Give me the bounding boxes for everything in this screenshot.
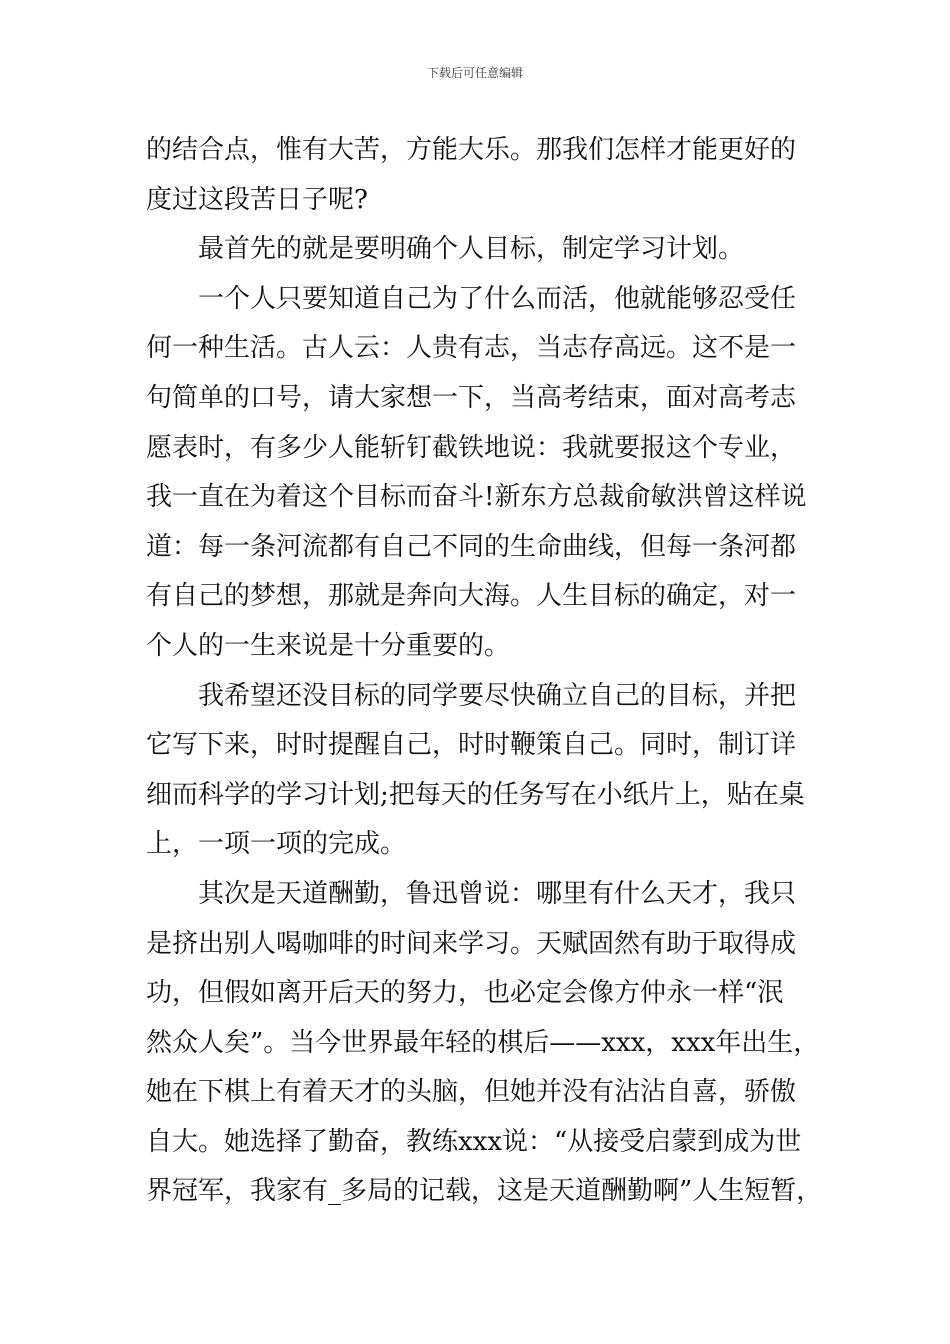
text-line: 界冠军，我家有_多局的记载，这是天道酬勤啊”人生短暂， — [146, 1176, 823, 1207]
text-line: 的结合点，惟有大苦，方能大乐。那我们怎样才能更好的 — [146, 135, 797, 165]
text-line: 她在下棋上有着天才的头脑，但她并没有沾沾自喜，骄傲 — [146, 1077, 797, 1108]
text-line: 它写下来，时时提醒自己，时时鞭策自己。同时，制订详 — [146, 730, 797, 761]
text-line: 然众人矣”。当今世界最年轻的棋后——xxx，xxx年出生， — [146, 1027, 820, 1058]
text-line: 自大。她选择了勤奋，教练xxx说：“从接受启蒙到成为世 — [146, 1126, 802, 1157]
text-line: 道：每一条河流都有自己不同的生命曲线，但每一条河都 — [146, 531, 797, 562]
document-body — [146, 126, 823, 1217]
text-line: 一个人只要知道自己为了什么而活，他就能够忍受任 — [198, 283, 797, 314]
text-line: 其次是天道酬勤，鲁迅曾说：哪里有什么天才，我只 — [198, 878, 797, 909]
text-line: 个人的一生来说是十分重要的。 — [146, 630, 511, 661]
text-line: 愿表时，有多少人能斩钉截铁地说：我就要报这个专业， — [146, 432, 797, 463]
text-line: 我希望还没目标的同学要尽快确立自己的目标，并把 — [198, 680, 797, 711]
text-line: 句简单的口号，请大家想一下，当高考结束，面对高考志 — [146, 382, 797, 413]
text-line: 何一种生活。古人云：人贵有志，当志存高远。这不是一 — [146, 333, 797, 364]
text-line: 我一直在为着这个目标而奋斗!新东方总裁俞敏洪曾这样说 — [146, 482, 807, 513]
page-header: 下载后可任意编辑 — [426, 66, 523, 80]
text-line: 是挤出别人喝咖啡的时间来学习。天赋固然有助于取得成 — [146, 928, 797, 959]
text-line: 功，但假如离开后天的努力，也必定会像方仲永一样“泯 — [146, 978, 784, 1009]
text-line: 细而科学的学习计划;把每天的任务写在小纸片上，贴在桌 — [146, 779, 805, 810]
text-line: 上，一项一项的完成。 — [146, 829, 407, 860]
text-line: 有自己的梦想，那就是奔向大海。人生目标的确定，对一 — [146, 581, 797, 612]
text-line: 最首先的就是要明确个人目标，制定学习计划。 — [198, 234, 745, 265]
text-line: 度过这段苦日子呢? — [146, 184, 368, 215]
